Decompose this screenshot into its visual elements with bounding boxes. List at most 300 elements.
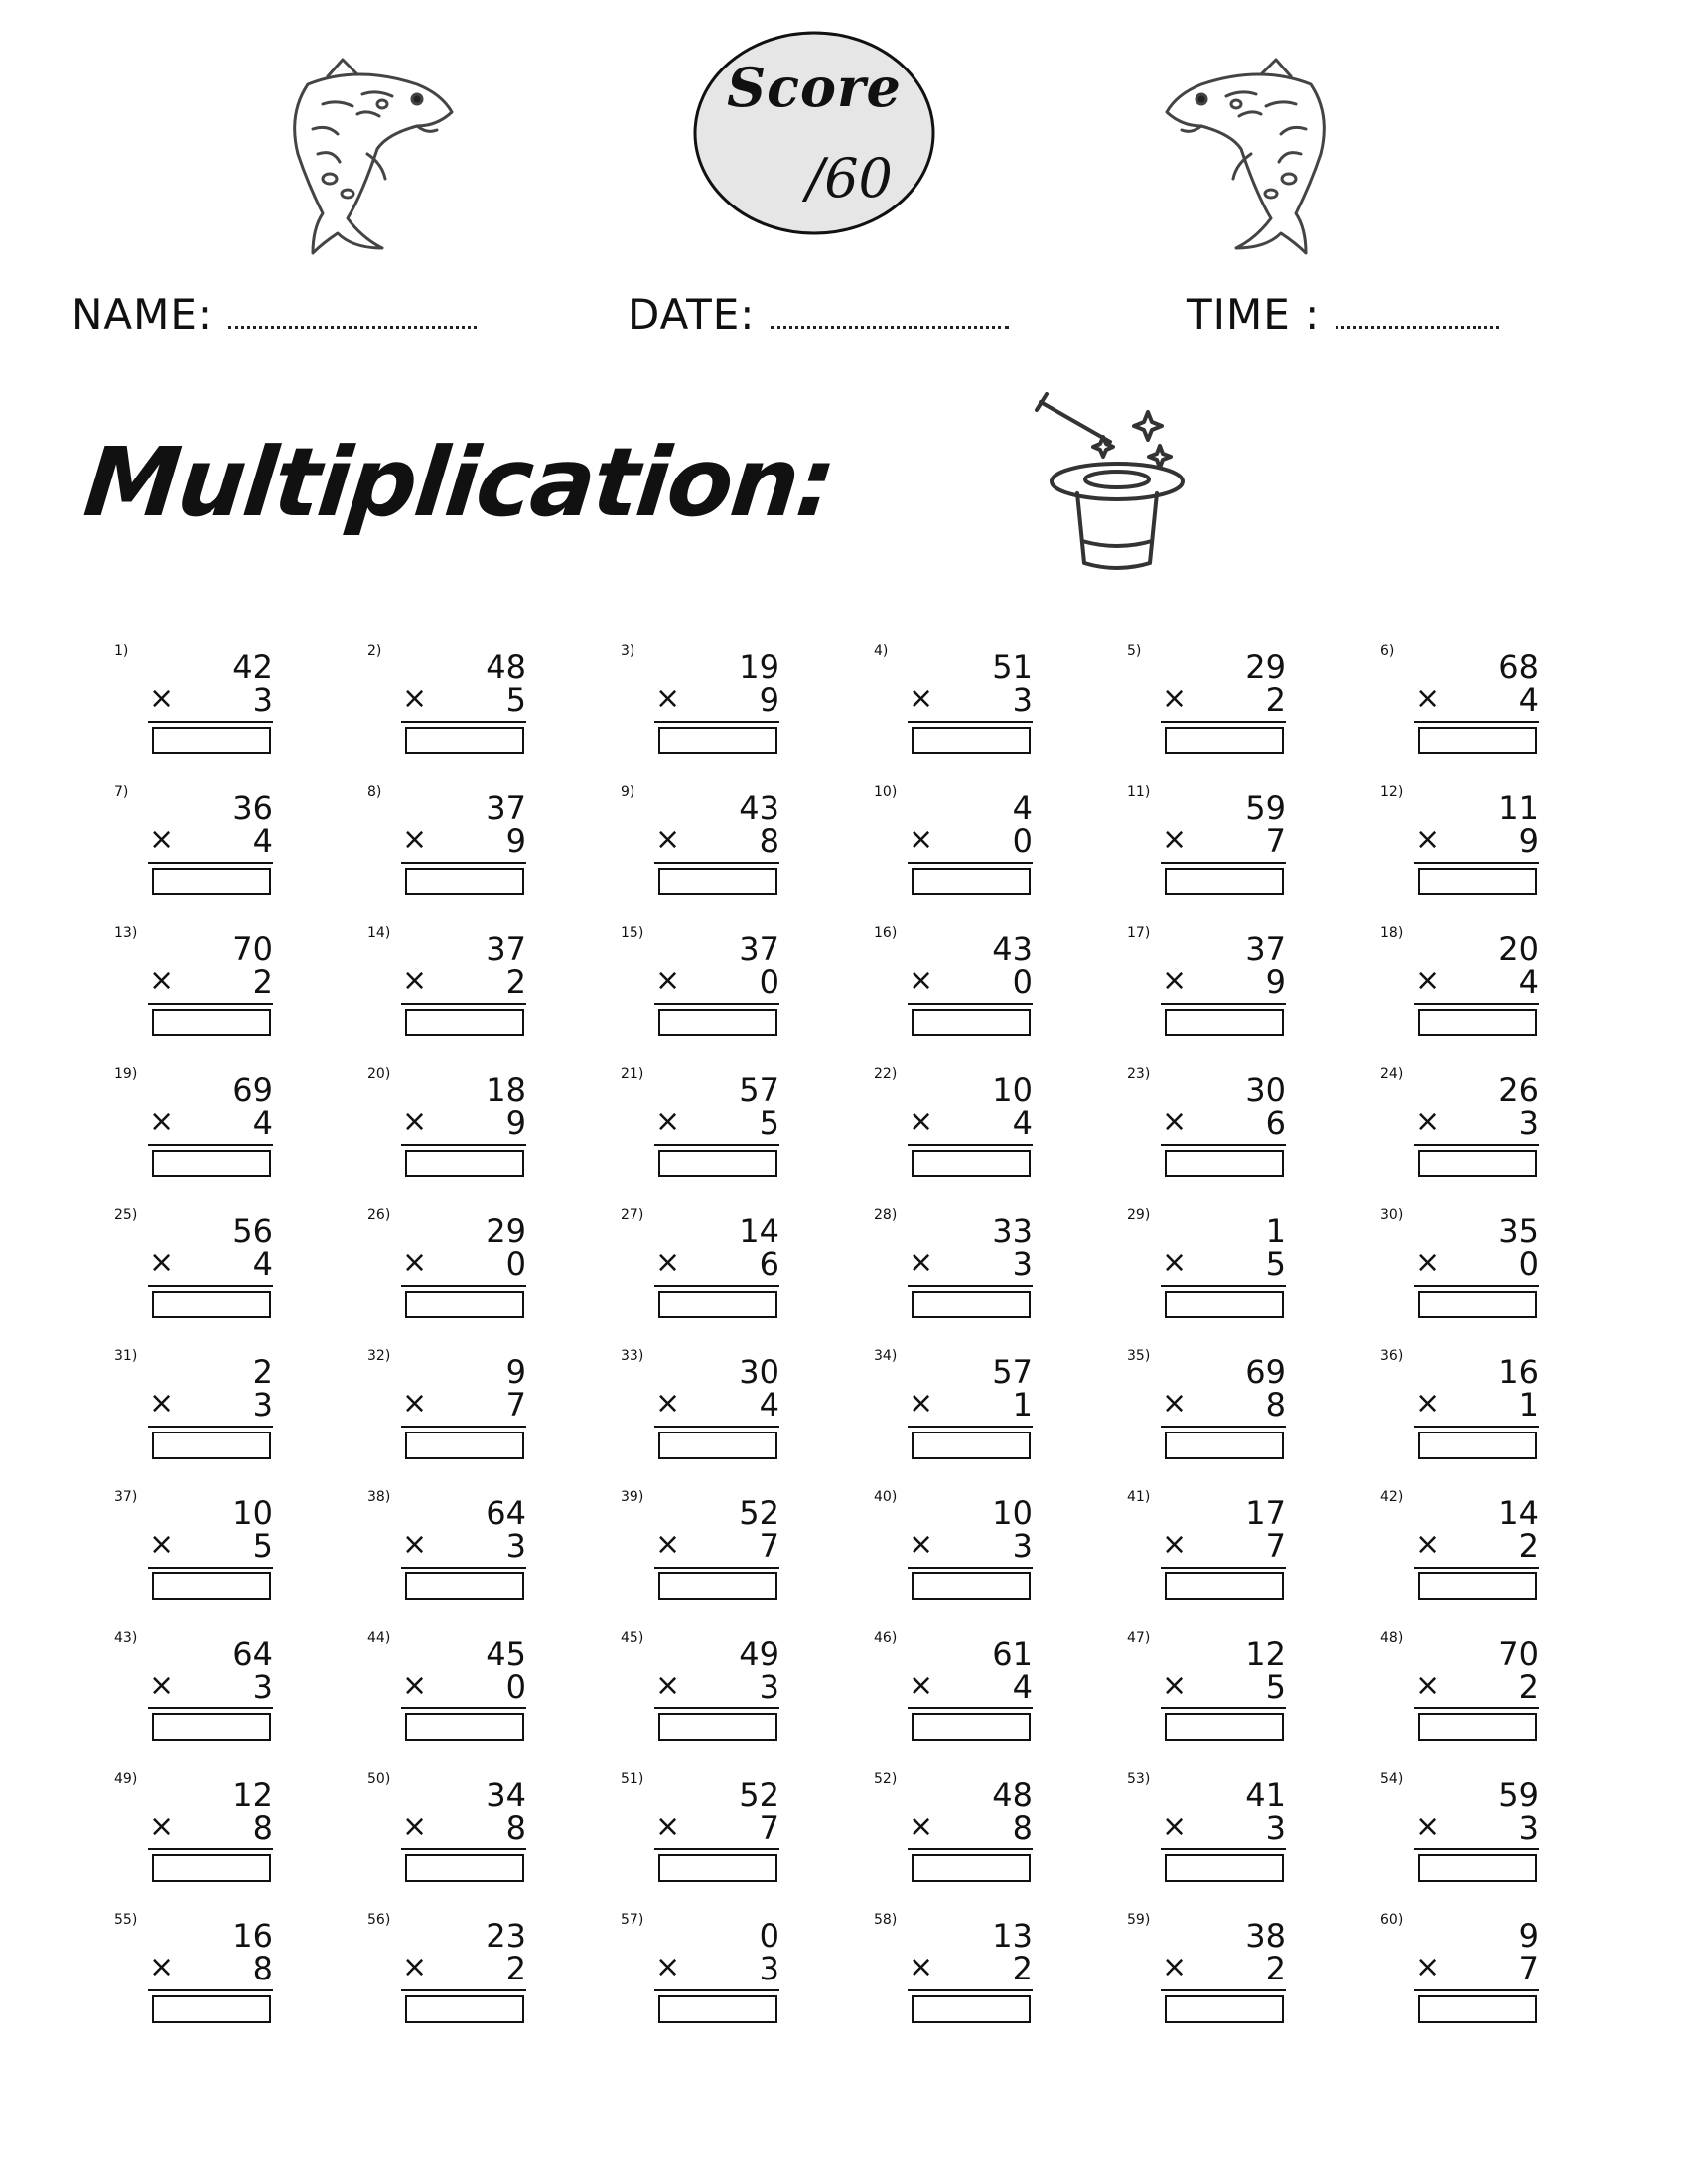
problem-item <box>1380 1066 1539 1185</box>
problem-number: 51) <box>621 1771 644 1787</box>
times-sign: × <box>149 822 175 857</box>
times-sign: × <box>909 681 934 716</box>
multiplier: 3 <box>1518 1809 1539 1846</box>
multiplicand: 19 <box>739 648 779 686</box>
multiplier: 3 <box>252 681 273 719</box>
multiplier: 2 <box>1012 1950 1033 1987</box>
answer-box[interactable] <box>912 1572 1031 1600</box>
problem-number: 14) <box>367 925 391 941</box>
multiplier: 6 <box>1265 1104 1286 1142</box>
answer-box[interactable] <box>405 1854 524 1882</box>
multiplicand: 68 <box>1498 648 1539 686</box>
answer-rule <box>1414 1707 1539 1709</box>
problem-item <box>874 1489 1033 1608</box>
times-sign: × <box>655 963 681 998</box>
multiplier: 7 <box>1265 822 1286 860</box>
multiplier: 4 <box>252 1245 273 1283</box>
multiplier: 2 <box>1518 1668 1539 1706</box>
problem-item <box>1127 1348 1286 1467</box>
problem-item <box>367 1066 526 1185</box>
answer-box[interactable] <box>1165 1572 1284 1600</box>
times-sign: × <box>1162 822 1188 857</box>
answer-rule <box>148 862 273 864</box>
multiplicand: 13 <box>992 1917 1033 1955</box>
multiplicand: 10 <box>992 1071 1033 1109</box>
problem-number: 19) <box>114 1066 138 1082</box>
answer-box[interactable] <box>658 1995 777 2023</box>
problem-number: 5) <box>1127 643 1142 659</box>
problem-item <box>367 1489 526 1608</box>
answer-box[interactable] <box>912 1009 1031 1036</box>
multiplicand: 35 <box>1498 1212 1539 1250</box>
answer-box[interactable] <box>1165 1009 1284 1036</box>
multiplicand: 69 <box>1245 1353 1286 1391</box>
problem-number: 49) <box>114 1771 138 1787</box>
answer-box[interactable] <box>1165 1854 1284 1882</box>
multiplicand: 10 <box>992 1494 1033 1532</box>
times-sign: × <box>1162 1950 1188 1984</box>
answer-rule <box>401 1285 526 1287</box>
multiplicand: 48 <box>486 648 526 686</box>
answer-rule <box>1161 1144 1286 1146</box>
answer-rule <box>1161 1426 1286 1428</box>
multiplicand: 36 <box>232 789 273 827</box>
times-sign: × <box>402 1527 428 1562</box>
times-sign: × <box>655 1104 681 1139</box>
answer-rule <box>1161 1567 1286 1569</box>
times-sign: × <box>1162 1245 1188 1280</box>
answer-rule <box>654 1144 779 1146</box>
score-total: /60 <box>806 147 893 209</box>
problem-number: 13) <box>114 925 138 941</box>
multiplier: 8 <box>759 822 779 860</box>
multiplicand: 16 <box>232 1917 273 1955</box>
answer-box[interactable] <box>1165 1291 1284 1318</box>
answer-rule <box>1414 1848 1539 1850</box>
problem-item <box>1127 1630 1286 1749</box>
answer-box[interactable] <box>658 1150 777 1177</box>
answer-box[interactable] <box>1418 1713 1537 1741</box>
times-sign: × <box>1415 963 1441 998</box>
multiplicand: 16 <box>1498 1353 1539 1391</box>
answer-rule <box>908 1003 1033 1005</box>
times-sign: × <box>402 1950 428 1984</box>
problem-item <box>367 643 526 762</box>
multiplier: 5 <box>759 1104 779 1142</box>
problem-item <box>1380 1771 1539 1890</box>
problem-number: 1) <box>114 643 129 659</box>
answer-rule <box>908 1567 1033 1569</box>
problem-item <box>1127 1771 1286 1890</box>
answer-box[interactable] <box>152 1009 271 1036</box>
multiplier: 0 <box>759 963 779 1001</box>
problem-item <box>114 1066 273 1185</box>
multiplicand: 20 <box>1498 930 1539 968</box>
answer-box[interactable] <box>405 1713 524 1741</box>
problem-number: 53) <box>1127 1771 1151 1787</box>
name-label: NAME: <box>71 290 213 339</box>
multiplier: 0 <box>1518 1245 1539 1283</box>
answer-rule <box>908 1144 1033 1146</box>
problem-number: 24) <box>1380 1066 1404 1082</box>
multiplier: 9 <box>1518 822 1539 860</box>
answer-rule <box>1414 1003 1539 1005</box>
answer-box[interactable] <box>658 1854 777 1882</box>
problem-number: 46) <box>874 1630 898 1646</box>
answer-box[interactable] <box>658 1432 777 1459</box>
multiplicand: 51 <box>992 648 1033 686</box>
answer-box[interactable] <box>1418 1009 1537 1036</box>
multiplier: 3 <box>1012 1527 1033 1565</box>
multiplier: 1 <box>1012 1386 1033 1424</box>
answer-box[interactable] <box>912 1854 1031 1882</box>
problem-number: 31) <box>114 1348 138 1364</box>
answer-rule <box>1161 1285 1286 1287</box>
answer-rule <box>401 1144 526 1146</box>
multiplicand: 12 <box>1245 1635 1286 1673</box>
problem-number: 22) <box>874 1066 898 1082</box>
times-sign: × <box>402 963 428 998</box>
answer-rule <box>1414 1426 1539 1428</box>
multiplicand: 2 <box>252 1353 273 1391</box>
answer-rule <box>908 1707 1033 1709</box>
answer-box[interactable] <box>658 1572 777 1600</box>
problem-number: 20) <box>367 1066 391 1082</box>
times-sign: × <box>909 1809 934 1843</box>
multiplicand: 14 <box>739 1212 779 1250</box>
answer-rule <box>148 1707 273 1709</box>
problem-item <box>1127 643 1286 762</box>
times-sign: × <box>402 1386 428 1421</box>
problem-item <box>114 1771 273 1890</box>
problem-number: 21) <box>621 1066 644 1082</box>
times-sign: × <box>149 1809 175 1843</box>
answer-rule <box>1161 1989 1286 1991</box>
times-sign: × <box>909 1104 934 1139</box>
answer-box[interactable] <box>152 1854 271 1882</box>
answer-rule <box>1161 1848 1286 1850</box>
times-sign: × <box>149 1104 175 1139</box>
multiplier: 5 <box>1265 1668 1286 1706</box>
problem-item <box>1380 643 1539 762</box>
times-sign: × <box>909 1527 934 1562</box>
answer-box[interactable] <box>1418 727 1537 754</box>
problem-item <box>1380 784 1539 903</box>
times-sign: × <box>149 1245 175 1280</box>
answer-box[interactable] <box>658 868 777 895</box>
answer-rule <box>908 1426 1033 1428</box>
multiplicand: 18 <box>486 1071 526 1109</box>
multiplier: 2 <box>1265 1950 1286 1987</box>
times-sign: × <box>1415 1386 1441 1421</box>
score-label: Score <box>727 56 902 119</box>
answer-rule <box>401 1848 526 1850</box>
answer-box[interactable] <box>1418 1150 1537 1177</box>
answer-rule <box>1161 1003 1286 1005</box>
multiplicand: 29 <box>1245 648 1286 686</box>
answer-rule <box>654 721 779 723</box>
multiplier: 2 <box>505 963 526 1001</box>
answer-rule <box>148 1426 273 1428</box>
answer-box[interactable] <box>1418 868 1537 895</box>
problem-item <box>367 1207 526 1326</box>
multiplicand: 64 <box>232 1635 273 1673</box>
answer-rule <box>908 1989 1033 1991</box>
problem-number: 47) <box>1127 1630 1151 1646</box>
answer-rule <box>148 1567 273 1569</box>
problem-item <box>114 643 273 762</box>
problem-item <box>1127 1912 1286 2031</box>
answer-rule <box>908 862 1033 864</box>
multiplier: 2 <box>1518 1527 1539 1565</box>
multiplier: 9 <box>505 1104 526 1142</box>
multiplier: 5 <box>505 681 526 719</box>
problem-item <box>114 784 273 903</box>
answer-box[interactable] <box>658 1291 777 1318</box>
answer-box[interactable] <box>1165 727 1284 754</box>
multiplier: 8 <box>1012 1809 1033 1846</box>
answer-box[interactable] <box>912 1432 1031 1459</box>
answer-box[interactable] <box>405 727 524 754</box>
answer-box[interactable] <box>152 1432 271 1459</box>
answer-box[interactable] <box>152 868 271 895</box>
problem-item <box>1127 784 1286 903</box>
problem-number: 11) <box>1127 784 1151 800</box>
problem-item <box>621 925 779 1044</box>
problem-number: 41) <box>1127 1489 1151 1505</box>
problem-number: 26) <box>367 1207 391 1223</box>
problem-number: 56) <box>367 1912 391 1928</box>
problem-item <box>621 1348 779 1467</box>
times-sign: × <box>149 963 175 998</box>
answer-rule <box>148 1144 273 1146</box>
times-sign: × <box>655 822 681 857</box>
answer-box[interactable] <box>152 1572 271 1600</box>
problem-number: 36) <box>1380 1348 1404 1364</box>
answer-box[interactable] <box>152 727 271 754</box>
date-label: DATE: <box>628 290 756 339</box>
multiplier: 0 <box>505 1245 526 1283</box>
answer-box[interactable] <box>1165 1150 1284 1177</box>
answer-rule <box>148 721 273 723</box>
problem-item <box>1127 1066 1286 1185</box>
problem-number: 57) <box>621 1912 644 1928</box>
answer-rule <box>1414 721 1539 723</box>
problem-number: 17) <box>1127 925 1151 941</box>
answer-box[interactable] <box>405 1150 524 1177</box>
times-sign: × <box>402 1668 428 1703</box>
times-sign: × <box>909 1668 934 1703</box>
problem-item <box>621 1207 779 1326</box>
multiplier: 8 <box>1265 1386 1286 1424</box>
times-sign: × <box>1162 681 1188 716</box>
answer-box[interactable] <box>912 1291 1031 1318</box>
times-sign: × <box>655 1668 681 1703</box>
multiplicand: 37 <box>1245 930 1286 968</box>
answer-box[interactable] <box>1165 1713 1284 1741</box>
answer-box[interactable] <box>1418 1432 1537 1459</box>
multiplier: 2 <box>1265 681 1286 719</box>
problem-item <box>1380 1912 1539 2031</box>
answer-rule <box>1414 1567 1539 1569</box>
problem-number: 54) <box>1380 1771 1404 1787</box>
problem-item <box>367 925 526 1044</box>
problem-item <box>1380 925 1539 1044</box>
problem-number: 12) <box>1380 784 1404 800</box>
answer-box[interactable] <box>405 1432 524 1459</box>
multiplier: 0 <box>505 1668 526 1706</box>
problem-number: 7) <box>114 784 129 800</box>
multiplicand: 48 <box>992 1776 1033 1814</box>
times-sign: × <box>1415 681 1441 716</box>
multiplier: 9 <box>505 822 526 860</box>
times-sign: × <box>655 1950 681 1984</box>
times-sign: × <box>1162 963 1188 998</box>
multiplicand: 57 <box>992 1353 1033 1391</box>
problem-number: 4) <box>874 643 889 659</box>
problem-item <box>1127 1489 1286 1608</box>
problem-item <box>114 1207 273 1326</box>
multiplicand: 37 <box>486 930 526 968</box>
answer-box[interactable] <box>152 1291 271 1318</box>
answer-box[interactable] <box>912 868 1031 895</box>
multiplicand: 41 <box>1245 1776 1286 1814</box>
problem-item <box>1380 1207 1539 1326</box>
multiplier: 7 <box>759 1527 779 1565</box>
answer-rule <box>908 1285 1033 1287</box>
problem-item <box>114 925 273 1044</box>
multiplier: 1 <box>1518 1386 1539 1424</box>
answer-box[interactable] <box>1418 1572 1537 1600</box>
answer-box[interactable] <box>152 1150 271 1177</box>
answer-rule <box>1414 862 1539 864</box>
answer-rule <box>401 1989 526 1991</box>
multiplicand: 38 <box>1245 1917 1286 1955</box>
problem-number: 3) <box>621 643 635 659</box>
multiplier: 3 <box>1265 1809 1286 1846</box>
times-sign: × <box>1415 1245 1441 1280</box>
answer-box[interactable] <box>405 1572 524 1600</box>
answer-box[interactable] <box>912 1713 1031 1741</box>
multiplier: 4 <box>252 822 273 860</box>
answer-box[interactable] <box>1418 1995 1537 2023</box>
problem-number: 45) <box>621 1630 644 1646</box>
problem-number: 34) <box>874 1348 898 1364</box>
problem-item <box>874 784 1033 903</box>
times-sign: × <box>1415 1950 1441 1984</box>
problem-number: 2) <box>367 643 382 659</box>
multiplicand: 9 <box>505 1353 526 1391</box>
problem-item <box>114 1348 273 1467</box>
multiplier: 3 <box>1012 681 1033 719</box>
answer-box[interactable] <box>1165 1432 1284 1459</box>
times-sign: × <box>149 1668 175 1703</box>
answer-box[interactable] <box>152 1713 271 1741</box>
answer-box[interactable] <box>405 868 524 895</box>
times-sign: × <box>402 822 428 857</box>
multiplicand: 52 <box>739 1494 779 1532</box>
multiplier: 8 <box>252 1950 273 1987</box>
times-sign: × <box>1162 1386 1188 1421</box>
problem-item <box>621 1489 779 1608</box>
answer-box[interactable] <box>1418 1291 1537 1318</box>
problem-number: 58) <box>874 1912 898 1928</box>
multiplicand: 42 <box>232 648 273 686</box>
multiplicand: 30 <box>1245 1071 1286 1109</box>
problem-item <box>621 1912 779 2031</box>
answer-rule <box>654 1003 779 1005</box>
answer-box[interactable] <box>405 1291 524 1318</box>
answer-rule <box>401 721 526 723</box>
problem-item <box>621 1771 779 1890</box>
answer-rule <box>401 1567 526 1569</box>
times-sign: × <box>149 1527 175 1562</box>
answer-rule <box>1414 1989 1539 1991</box>
multiplicand: 69 <box>232 1071 273 1109</box>
answer-box[interactable] <box>912 1995 1031 2023</box>
answer-box[interactable] <box>658 1009 777 1036</box>
answer-rule <box>148 1989 273 1991</box>
multiplicand: 64 <box>486 1494 526 1532</box>
multiplier: 7 <box>1265 1527 1286 1565</box>
multiplier: 3 <box>1518 1104 1539 1142</box>
multiplicand: 10 <box>232 1494 273 1532</box>
times-sign: × <box>149 1386 175 1421</box>
answer-box[interactable] <box>152 1995 271 2023</box>
problem-number: 32) <box>367 1348 391 1364</box>
answer-rule <box>908 1848 1033 1850</box>
problem-number: 10) <box>874 784 898 800</box>
problem-item <box>874 1207 1033 1326</box>
problem-item <box>1127 925 1286 1044</box>
multiplicand: 34 <box>486 1776 526 1814</box>
multiplier: 4 <box>1012 1104 1033 1142</box>
answer-rule <box>1161 862 1286 864</box>
multiplicand: 26 <box>1498 1071 1539 1109</box>
answer-box[interactable] <box>658 1713 777 1741</box>
times-sign: × <box>1415 1104 1441 1139</box>
times-sign: × <box>1162 1104 1188 1139</box>
problem-number: 15) <box>621 925 644 941</box>
answer-rule <box>654 1707 779 1709</box>
multiplier: 7 <box>759 1809 779 1846</box>
times-sign: × <box>1415 1668 1441 1703</box>
multiplier: 9 <box>1265 963 1286 1001</box>
answer-box[interactable] <box>912 1150 1031 1177</box>
answer-rule <box>654 1285 779 1287</box>
problem-item <box>874 1630 1033 1749</box>
problem-number: 59) <box>1127 1912 1151 1928</box>
multiplicand: 4 <box>1012 789 1033 827</box>
answer-box[interactable] <box>1418 1854 1537 1882</box>
times-sign: × <box>1415 1527 1441 1562</box>
answer-box[interactable] <box>1165 1995 1284 2023</box>
multiplier: 7 <box>1518 1950 1539 1987</box>
multiplicand: 57 <box>739 1071 779 1109</box>
answer-box[interactable] <box>1165 868 1284 895</box>
problem-item <box>621 784 779 903</box>
times-sign: × <box>149 681 175 716</box>
answer-box[interactable] <box>405 1995 524 2023</box>
answer-box[interactable] <box>658 727 777 754</box>
answer-box[interactable] <box>405 1009 524 1036</box>
time-label: TIME : <box>1187 290 1321 339</box>
multiplier: 0 <box>1012 822 1033 860</box>
problem-number: 29) <box>1127 1207 1151 1223</box>
times-sign: × <box>909 1950 934 1984</box>
answer-box[interactable] <box>912 727 1031 754</box>
times-sign: × <box>655 1809 681 1843</box>
